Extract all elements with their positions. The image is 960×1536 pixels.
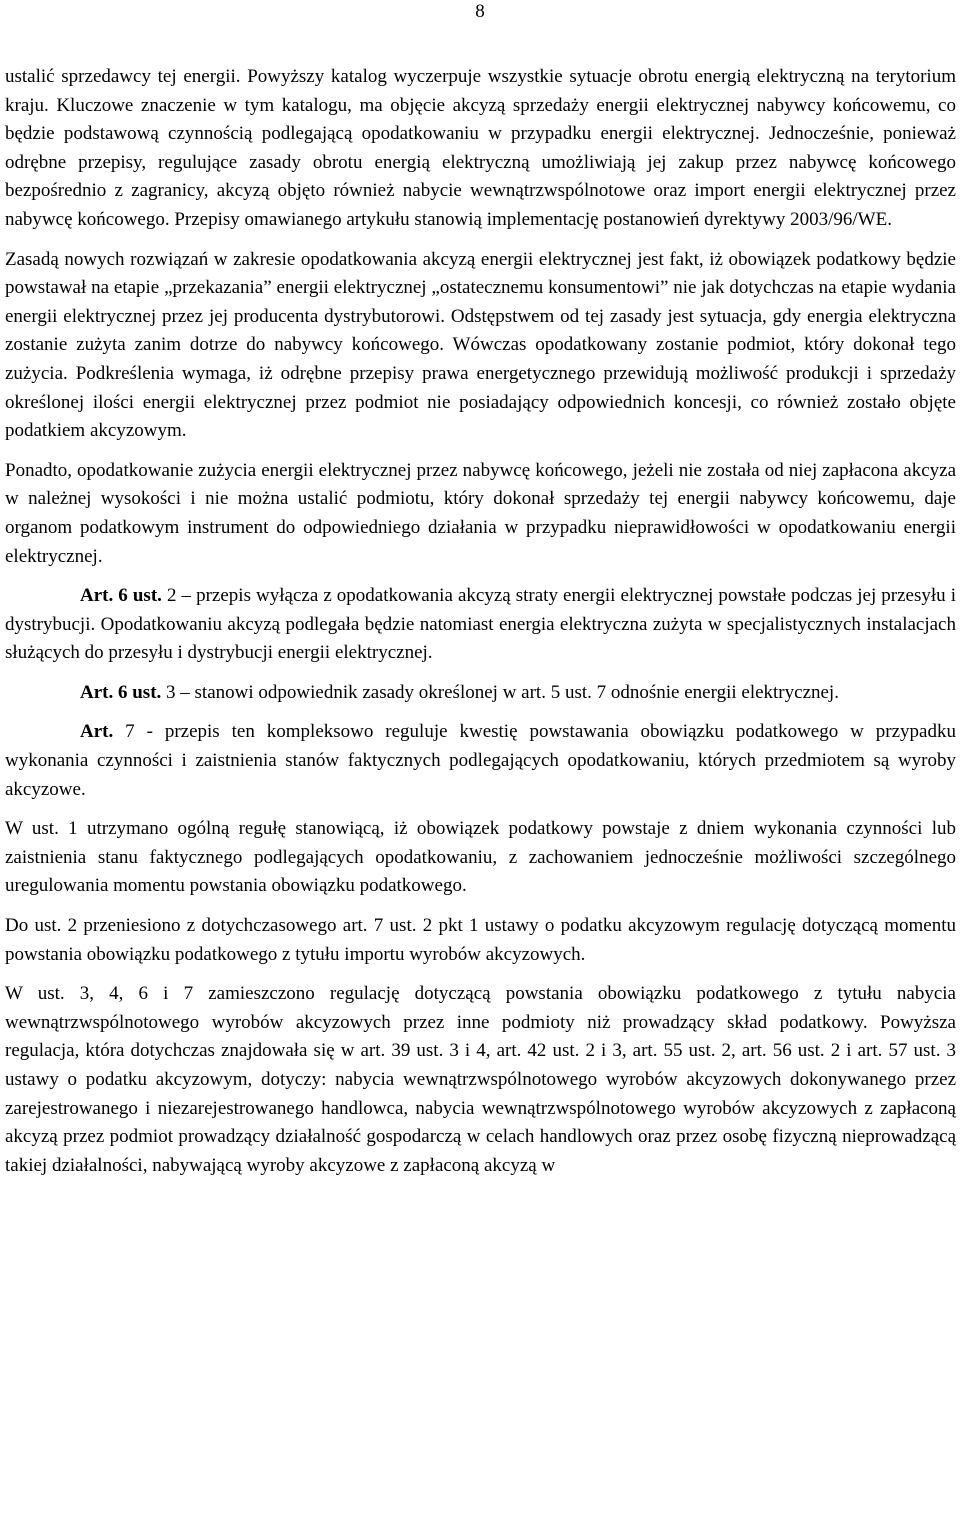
- paragraph: [5, 912, 956, 969]
- paragraph-text: Do ust. 2 przeniesiono z dotychczasowego art. 7 ust. 2 pkt 1 ustawy o podatku akcyzowym regulację dotyczącą momentu powstania obowiązku podatkowego z tytułu importu wyrobów akcyzowych.: [5, 915, 956, 965]
- paragraph-text: W ust. 1 utrzymano ogólną regułę stanowiącą, iż obowiązek podatkowy powstaje z dniem wykonania czynności lub zaistnienia stanu faktycznego podlegających opodatkowaniu, z zachowaniem jednocześnie możliwości szczególnego uregulowania momentu powstania obowiązku podatkowego.: [5, 818, 956, 897]
- article-reference: Art. 6 ust.: [80, 585, 162, 607]
- paragraph: [5, 63, 956, 235]
- article-reference: Art.: [80, 721, 114, 743]
- paragraph: [5, 246, 956, 446]
- document-body: [5, 63, 956, 1191]
- paragraph: [5, 457, 956, 571]
- article-paragraph: [5, 679, 956, 708]
- paragraph-text: W ust. 3, 4, 6 i 7 zamieszczono regulację dotyczącą powstania obowiązku podatkowego z tytułu nabycia wewnątrzwspólnotowego wyrobów akcyzowych przez inne podmioty niż prowadzący skład podatkowy. Powyższa regulacja, która dotychczas znajdowała się w art. 39 ust. 3 i 4, art. 42 ust. 2 i 3, art. 55 ust. 2, art. 56 ust. 2 i art. 57 ust. 3 ustawy o podatku akcyzowym, dotyczy: nabycia wewnątrzwspólnotowego wyrobów akcyzowych dokonywanego przez zarejestrowanego i niezarejestrowanego handlowca, nabycia wewnątrzwspólnotowego wyrobów akcyzowych z zapłaconą akcyzą przez podmiot prowadzący działalność gospodarczą w celach handlowych oraz przez osobę fizyczną nieprowadzącą takiej działalności, nabywającą wyroby akcyzowe z zapłaconą akcyzą w: [5, 983, 956, 1176]
- paragraph-text: ustalić sprzedawcy tej energii. Powyższy katalog wyczerpuje wszystkie sytuacje obrotu energią elektryczną na terytorium kraju. Kluczowe znaczenie w tym katalogu, ma objęcie akcyzą sprzedaży energii elektrycznej nabywcy końcowemu, co będzie podstawową czynnością podlegającą opodatkowaniu w przypadku energii elektrycznej. Jednocześnie, ponieważ odrębne przepisy, regulujące zasady obrotu energią elektryczną umożliwiają jej zakup przez nabywcę końcowego bezpośrednio z zagranicy, akcyzą objęto również nabycie wewnątrzwspólnotowe oraz import energii elektrycznej przez nabywcę końcowego. Przepisy omawianego artykułu stanowią implementację postanowień dyrektywy 2003/96/WE.: [5, 66, 956, 230]
- page-number: 8: [475, 1, 485, 22]
- paragraph: [5, 980, 956, 1180]
- paragraph: [5, 815, 956, 901]
- paragraph-text: Zasadą nowych rozwiązań w zakresie opodatkowania akcyzą energii elektrycznej jest fakt, iż obowiązek podatkowy będzie powstawał na etapie „przekazania” energii elektrycznej „ostatecznemu konsumentowi” nie jak dotychczas na etapie wydania energii elektrycznej przez jej producenta dystrybutorowi. Odstępstwem od tej zasady jest sytuacja, gdy energia elektryczna zostanie zużyta zanim dotrze do nabywcy końcowego. Wówczas opodatkowany zostanie podmiot, który dokonał tego zużycia. Podkreślenia wymaga, iż odrębne przepisy prawa energetycznego przewidują możliwość produkcji i sprzedaży określonej ilości energii elektrycznej przez podmiot nie posiadający odpowiednich koncesji, co również zostało objęte podatkiem akcyzowym.: [5, 248, 956, 442]
- article-paragraph: [5, 582, 956, 668]
- paragraph-text: 7 - przepis ten kompleksowo reguluje kwestię powstawania obowiązku podatkowego w przypadku wykonania czynności i zaistnienia stanów faktycznych podlegających opodatkowaniu, których przedmiotem są wyroby akcyzowe.: [5, 721, 956, 800]
- paragraph-text: 2 – przepis wyłącza z opodatkowania akcyzą straty energii elektrycznej powstałe podczas jej przesyłu i dystrybucji. Opodatkowaniu akcyzą podlegała będzie natomiast energia elektryczna zużyta w specjalistycznych instalacjach służących do przesyłu i dystrybucji energii elektrycznej.: [5, 585, 956, 664]
- article-reference: Art. 6 ust.: [80, 681, 162, 703]
- paragraph-text: 3 – stanowi odpowiednik zasady określonej w art. 5 ust. 7 odnośnie energii elektrycznej.: [161, 681, 839, 703]
- article-paragraph: [5, 718, 956, 804]
- paragraph-text: Ponadto, opodatkowanie zużycia energii elektrycznej przez nabywcę końcowego, jeżeli nie została od niej zapłacona akcyza w należnej wysokości i nie można ustalić podmiotu, który dokonał sprzedaży tej energii nabywcy końcowemu, daje organom podatkowym instrument do odpowiedniego działania w przypadku nieprawidłowości w opodatkowaniu energii elektrycznej.: [5, 459, 956, 567]
